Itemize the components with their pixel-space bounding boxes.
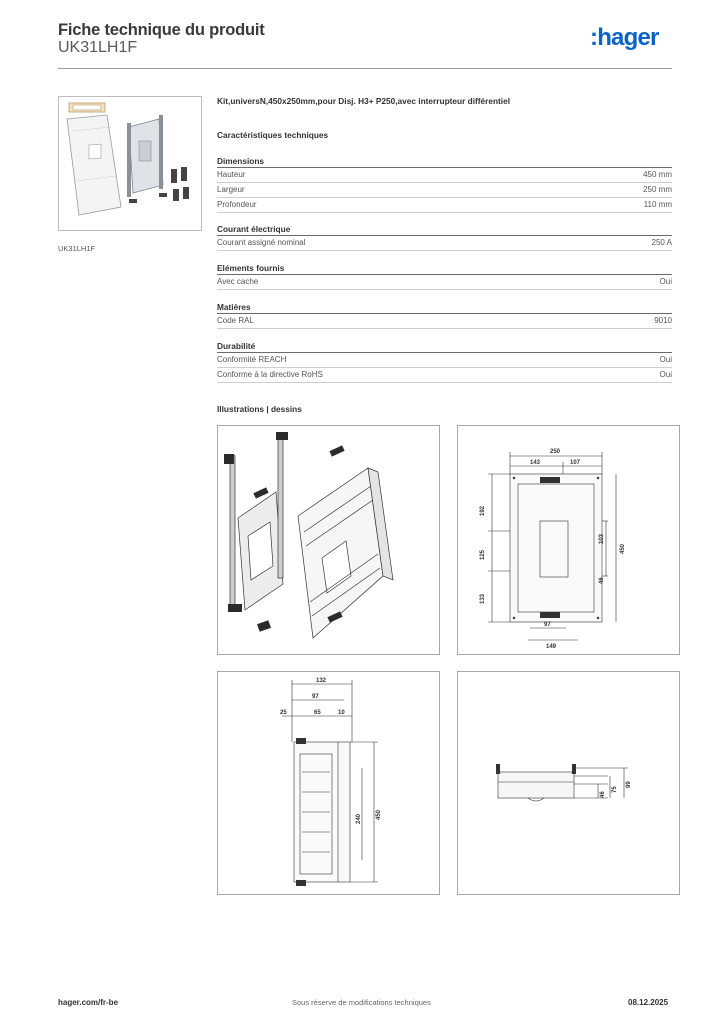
- spec-row: [217, 198, 672, 213]
- spec-label: Code RAL: [217, 316, 254, 325]
- dim-label: 10: [338, 710, 345, 716]
- spec-label: Largeur: [217, 185, 245, 194]
- dim-label: 250: [550, 449, 561, 455]
- dim-label: 46: [600, 791, 606, 798]
- spec-row: [217, 368, 672, 383]
- side-dimension-drawing: [217, 671, 440, 895]
- spec-label: Profondeur: [217, 200, 257, 209]
- spec-label: Hauteur: [217, 170, 246, 179]
- spec-section-durability: [217, 340, 672, 383]
- dim-label: 97: [544, 622, 551, 628]
- spec-label: Avec cache: [217, 277, 259, 286]
- spec-section-dimensions: [217, 155, 672, 213]
- dim-label: 192: [480, 505, 486, 516]
- spec-section-title: Eléments fournis: [217, 262, 672, 275]
- hager-logo: :hager: [590, 24, 659, 51]
- footer-date: 08.12.2025: [628, 998, 669, 1007]
- mounting-frame-image: [127, 115, 163, 197]
- spec-value: 250 A: [651, 238, 672, 247]
- front-dimension-drawing: [457, 425, 680, 655]
- page-title: Fiche technique du produit: [58, 21, 265, 39]
- spec-row: [217, 314, 672, 329]
- dim-label: 133: [480, 593, 486, 604]
- spec-row: [217, 275, 672, 290]
- cover-plate-image: [67, 103, 121, 215]
- spec-section-supplied: [217, 262, 672, 290]
- spec-section-electrical: [217, 223, 672, 251]
- spec-label: Conformité REACH: [217, 355, 287, 364]
- dim-label: 75: [612, 786, 618, 793]
- spec-row: [217, 183, 672, 198]
- dim-label: 99: [626, 781, 632, 788]
- spec-section-title: Courant électrique: [217, 223, 672, 236]
- footer-notice: Sous réserve de modifications techniques: [292, 998, 431, 1007]
- photo-caption: UK31LH1F: [58, 244, 96, 253]
- dim-label: 103: [599, 533, 605, 544]
- dim-label: 450: [376, 809, 382, 820]
- spec-section-title: Matières: [217, 301, 672, 314]
- spec-value: 9010: [654, 316, 672, 325]
- spec-section-title: Dimensions: [217, 155, 672, 168]
- spec-value: Oui: [659, 277, 672, 286]
- dim-label: 97: [312, 694, 319, 700]
- dim-label: 65: [314, 710, 321, 716]
- spec-section-title: Durabilité: [217, 340, 672, 353]
- dim-label: 143: [530, 460, 541, 466]
- dim-label: 240: [356, 813, 362, 824]
- product-photo: [58, 96, 202, 231]
- spec-label: Conforme à la directive RoHS: [217, 370, 323, 379]
- spec-row: [217, 353, 672, 368]
- dim-label: 46: [599, 577, 605, 584]
- spec-row: [217, 236, 672, 251]
- product-reference: UK31LH1F: [58, 39, 138, 56]
- spec-value: Oui: [659, 355, 672, 364]
- spec-value: 250 mm: [643, 185, 672, 194]
- spec-value: 110 mm: [643, 200, 672, 209]
- spec-value: 450 mm: [643, 170, 672, 179]
- dim-label: 125: [480, 549, 486, 560]
- spec-row: [217, 168, 672, 183]
- spec-section-materials: [217, 301, 672, 329]
- dim-label: 149: [546, 644, 557, 650]
- product-description: Kit,universN,450x250mm,pour Disj. H3+ P250,avec interrupteur différentiel: [217, 96, 511, 106]
- exploded-view-drawing: [217, 425, 440, 655]
- dim-label: 132: [316, 678, 327, 684]
- dim-label: 25: [280, 710, 287, 716]
- top-dimension-drawing: [457, 671, 680, 895]
- dim-label: 450: [620, 543, 626, 554]
- spec-value: Oui: [659, 370, 672, 379]
- specs-heading: Caractéristiques techniques: [217, 130, 329, 140]
- illustrations-heading: Illustrations | dessins: [217, 404, 302, 414]
- header-divider: [58, 68, 672, 69]
- dim-label: 107: [570, 460, 581, 466]
- footer-website-link[interactable]: hager.com/fr-be: [58, 998, 119, 1007]
- spec-label: Courant assigné nominal: [217, 238, 306, 247]
